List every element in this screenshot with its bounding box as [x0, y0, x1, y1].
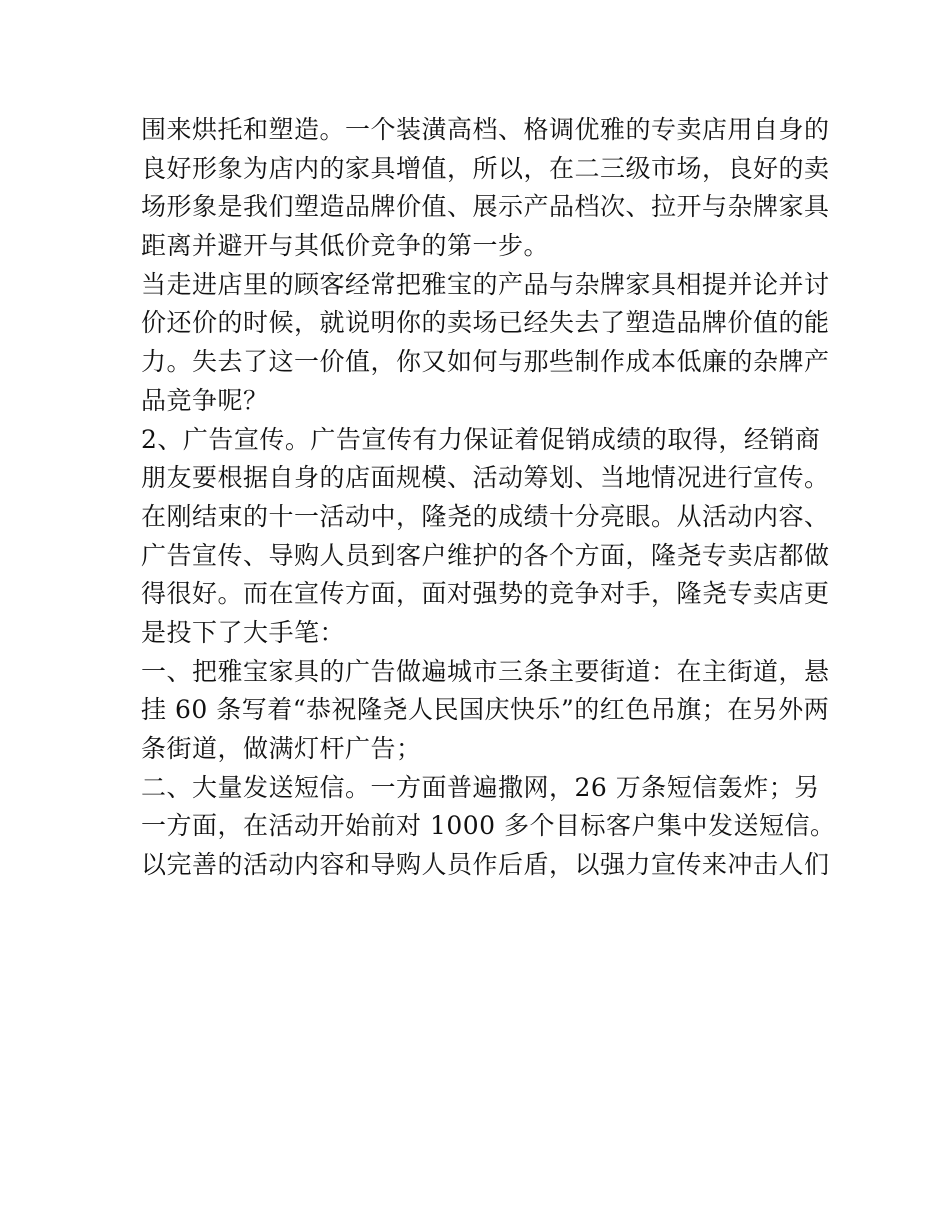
text-line: 挂 60 条写着“恭祝隆尧人民国庆快乐”的红色吊旗；在另外两 — [141, 695, 830, 725]
text-line: 良好形象为店内的家具增值，所以，在二三级市场，良好的卖 — [141, 153, 830, 183]
text-line: 价还价的时候，就说明你的卖场已经失去了塑造品牌价值的能 — [141, 308, 830, 338]
text-line: 品竞争呢？ — [141, 385, 269, 415]
text-line: 朋友要根据自身的店面规模、活动筹划、当地情况进行宣传。 — [141, 463, 830, 493]
text-line: 当走进店里的顾客经常把雅宝的产品与杂牌家具相提并论并讨 — [141, 269, 830, 299]
text-line: 二、大量发送短信。一方面普遍撒网，26 万条短信轰炸；另 — [141, 772, 820, 802]
text-line: 得很好。而在宣传方面，面对强势的竞争对手，隆尧专卖店更 — [141, 579, 830, 609]
text-line: 以完善的活动内容和导购人员作后盾，以强力宣传来冲击人们 — [141, 850, 830, 880]
text-line: 一方面，在活动开始前对 1000 多个目标客户集中发送短信。 — [141, 811, 836, 841]
text-line: 一、把雅宝家具的广告做遍城市三条主要街道：在主街道，悬 — [141, 656, 830, 686]
text-line: 场形象是我们塑造品牌价值、展示产品档次、拉开与杂牌家具 — [141, 192, 830, 222]
text-line: 围来烘托和塑造。一个装潢高档、格调优雅的专卖店用自身的 — [141, 115, 830, 144]
text-line: 条街道，做满灯杆广告； — [141, 734, 422, 763]
text-line: 2、广告宣传。广告宣传有力保证着促销成绩的取得，经销商 — [141, 424, 821, 454]
text-line: 力。失去了这一价值，你又如何与那些制作成本低廉的杂牌产 — [141, 347, 830, 377]
text-line: 广告宣传、导购人员到客户维护的各个方面，隆尧专卖店都做 — [141, 540, 830, 570]
text-line: 是投下了大手笔： — [141, 617, 346, 647]
document-body — [141, 111, 836, 885]
text-line: 距离并避开与其低价竞争的第一步。 — [141, 231, 550, 261]
text-line: 在刚结束的十一活动中，隆尧的成绩十分亮眼。从活动内容、 — [141, 501, 830, 531]
